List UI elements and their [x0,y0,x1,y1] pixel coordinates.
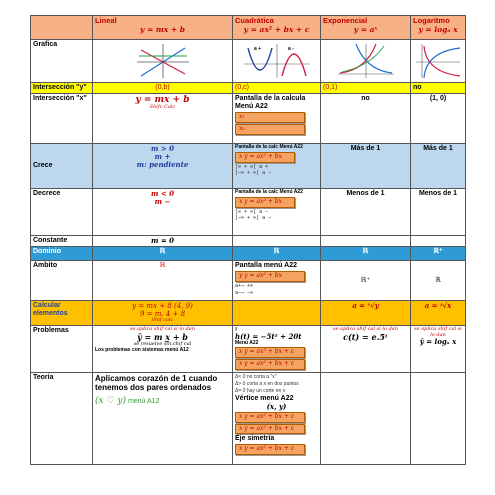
crece-lineal-2: m + [154,152,171,162]
formula-sheet [30,15,465,465]
constante-lineal: m = 0 [93,236,233,247]
interseccion-x-cuadratica [233,94,321,144]
crece-lineal [93,144,233,189]
teoria-lineal-2: (x ♡ y) [95,395,126,406]
problemas-lineal-1: se aplica shif cal si lo dan [129,325,195,332]
ambito-calc-button[interactable]: y y = ax² + bx [235,271,305,282]
teoria-lineal-1: Aplicamos corazón de 1 cuando tenemos dos pares ordenados [95,374,218,393]
problemas-exponencial [321,325,411,372]
header-logaritmo-formula: y = logₐ x [418,24,458,34]
interseccion-x-logaritmo: (1, 0) [411,94,466,144]
crece-cuad-mini-1: ]∞ + ∞[ a + [235,163,269,170]
teoria-logaritmo [411,373,466,465]
teoria-calc-button-1[interactable]: x y = ax² + bx + c [235,412,305,423]
header-corner [31,16,93,40]
calc-button-x1[interactable]: x₁ [235,112,305,123]
header-cuadratica-name: Cuadrática [235,16,274,25]
crece-lineal-1: m > 0 [150,144,175,154]
header-cuadratica-formula: y = ax² + bx + c [243,24,310,34]
teoria-cuad-6: Eje simetría [235,435,275,443]
row-ambito [31,261,466,301]
label-crece: Crece [31,144,93,189]
row-dominio [31,247,466,261]
row-teoria [31,373,466,465]
teoria-exponencial [321,373,411,465]
header-logaritmo [411,16,466,40]
teoria-calc-button-3[interactable]: x y = ax² + bx + c [235,444,305,455]
teoria-lineal-3: menú A12 [127,397,160,405]
crece-cuad-mini-2: ]−∞ + ∞[ a − [235,170,272,177]
constante-cuadratica [233,236,321,247]
interseccion-x-cuad-text: Pantalla de la calcula Menú A22 [235,95,306,111]
decrece-cuad-mini-2: ]−∞ + ∞[ a − [235,215,272,222]
teoria-cuad-4: Vértice menú A22 [235,394,294,402]
interseccion-y-exponencial: (0,1) [321,83,411,94]
decrece-exponencial: Menos de 1 [321,189,411,236]
calcular-logaritmo: a = ʸ√x [411,301,466,326]
label-calcular: Calcular elementos [31,301,93,326]
parabola-label-positive: a + [253,46,261,52]
problemas-cuad-2: h(t) = −5t² + 20t [235,331,302,341]
teoria-cuadratica [233,373,321,465]
teoria-lineal [93,373,233,465]
grafica-logaritmo [411,40,466,83]
interseccion-x-lineal [93,94,233,144]
grafica-exponencial [321,40,411,83]
dominio-lineal: ℝ [93,247,233,261]
ambito-cuad-mini-1: a+→ +∞ [235,283,254,290]
crece-logaritmo: Más de 1 [411,144,466,189]
interseccion-y-lineal: (0,b) [93,83,233,94]
problemas-lineal [93,325,233,372]
row-grafica [31,40,466,83]
header-exponencial-name: Exponencial [323,16,368,25]
decrece-lineal-1: m < 0 [150,189,175,199]
header-row [31,16,466,40]
calcular-lineal-3: Shif calc [151,317,174,324]
ambito-lineal: ℝ [93,261,233,301]
crece-lineal-3: m: pendiente [136,160,189,170]
label-ambito: Ámbito [31,261,93,301]
problemas-lineal-4: Los problemas con sistemas menú A12 [95,346,189,353]
calcular-lineal-2: 9 = m. 4 + 8 [139,310,186,319]
problemas-exp-1: se aplica shif cal si lo dan [332,325,398,332]
problemas-cuad-1: y [235,325,238,332]
header-exponencial-formula: y = aˣ [353,24,378,34]
dominio-cuadratica: ℝ [233,247,321,261]
row-constante [31,236,466,247]
problemas-calc-button-1[interactable]: x y = ax² + bx + c [235,347,305,358]
logarithm-graph [414,42,462,80]
decrece-lineal-2: m − [154,197,171,207]
header-lineal-formula: y = mx + b [139,24,186,34]
problemas-exp-2: c(t) = e.5ᵗ [343,331,388,342]
parabola-label-negative: a - [287,46,294,52]
header-logaritmo-name: Logaritmo [413,16,450,25]
problemas-lineal-2: ȳ = m x̲ + b [137,331,188,342]
constante-exponencial [321,236,411,247]
row-problemas [31,325,466,372]
label-dominio: Dominio [31,247,93,261]
header-lineal [93,16,233,40]
decrece-cuad-mini-1: ]∞ + ∞[ a − [235,208,269,215]
decrece-cuad-text: Pantalla de la calc Menú A22 [235,189,303,196]
crece-calc-button[interactable]: x y = ax² + bx [235,152,295,163]
label-decrece: Decrece [31,189,93,236]
decrece-logaritmo: Menos de 1 [411,189,466,236]
teoria-cuad-1: Δ< 0 no corta a "x" [235,374,277,381]
exponential-graph [336,42,396,80]
problemas-log-2: ȳ = logₐ x [419,337,457,347]
label-grafica: Grafica [31,40,93,83]
label-interseccion-y: Intersección "y" [31,83,93,94]
interseccion-y-cuadratica: (0,c) [233,83,321,94]
crece-cuad-text: Pantalla de la calc Menú A22 [235,144,303,151]
teoria-calc-button-2[interactable]: x y = ax² + bx + c [235,424,305,435]
calcular-lineal-1: y = mx + 8 (4, 9) [132,302,193,311]
ambito-logaritmo: ℝ [411,261,466,301]
label-constante: Constante [31,236,93,247]
crece-exponencial: Más de 1 [321,144,411,189]
row-interseccion-x [31,94,466,144]
row-interseccion-y [31,83,466,94]
dominio-logaritmo: ℝ⁺ [411,247,466,261]
header-cuadratica [233,16,321,40]
crece-cuadratica [233,144,321,189]
parabola-graph [242,42,312,80]
ambito-cuad-text: Pantalla menú A22 [235,262,297,270]
interseccion-x-lineal-sub: Shifc Calc [149,104,176,111]
interseccion-x-lineal-formula: y = mx + b [135,95,190,106]
teoria-cuad-5: (x, y) [266,401,287,411]
row-decrece [31,189,466,236]
decrece-lineal [93,189,233,236]
problemas-log-1: se aplica shif cal si lo dan [414,325,462,338]
problemas-logaritmo [411,325,466,372]
linear-graph [133,42,193,80]
problemas-lineal-3: se resuelve sin.chif cal [133,340,192,347]
row-crece [31,144,466,189]
interseccion-x-exponencial: no [321,94,411,144]
calcular-lineal [93,301,233,326]
ambito-cuad-mini-2: a−→ −∞ [235,289,254,296]
constante-logaritmo [411,236,466,247]
ambito-cuadratica [233,261,321,301]
grafica-lineal [93,40,233,83]
decrece-cuadratica [233,189,321,236]
label-teoria: Teoría [31,373,93,465]
grafica-cuadratica [233,40,321,83]
label-interseccion-x: Intersección "x" [31,94,93,144]
decrece-calc-button[interactable]: x y = ax² + bx [235,197,295,208]
calcular-exponencial: a = ˣ√y [321,301,411,326]
header-lineal-name: Lineal [95,16,117,25]
problemas-cuadratica [233,325,321,372]
label-problemas: Problemas [31,325,93,372]
ambito-exponencial: ℝ⁺ [321,261,411,301]
calc-button-x2[interactable]: x₂ [235,124,305,135]
functions-table [30,15,466,465]
interseccion-y-logaritmo: no [411,83,466,94]
row-calcular [31,301,466,326]
dominio-exponencial: ℝ [321,247,411,261]
problemas-calc-button-2[interactable]: x y = ax² + bx + c [235,359,305,370]
problemas-cuad-3: Menú A22 [235,339,259,346]
calcular-cuadratica [233,301,321,326]
teoria-cuad-2: Δ> 0 corta a x en dos puntos [235,381,299,388]
teoria-cuad-3: Δ= 0 hay un corte en x [235,387,286,394]
header-exponencial [321,16,411,40]
